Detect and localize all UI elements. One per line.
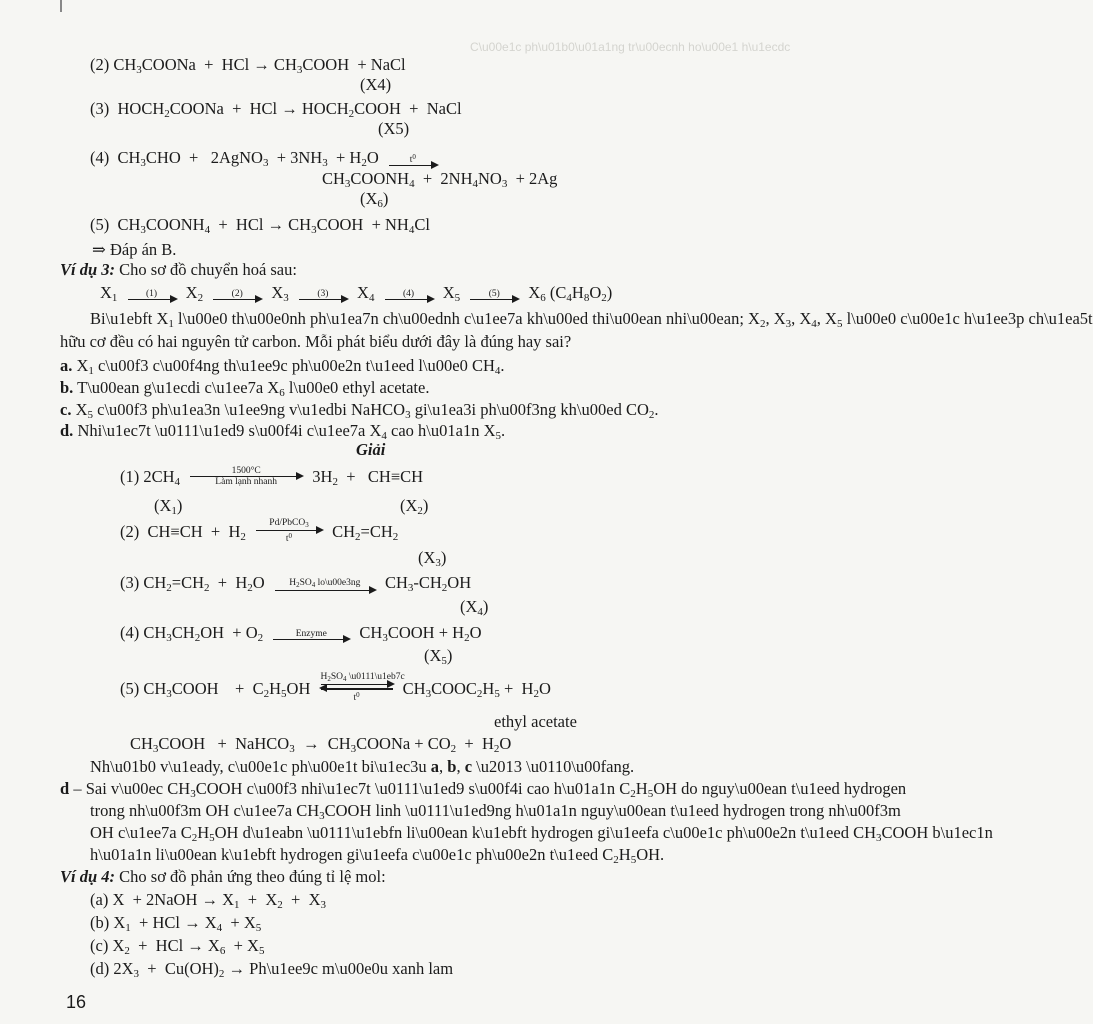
solution-step-4: (4) $CH_3CH_2OH + O_2$ Enzyme $CH_3COOH + H_2O$ [120, 623, 482, 644]
margin-rule [60, 0, 62, 12]
solution-step-3: (3) $CH_2=CH_2 + H_2O$ $H_2SO_4$ lo\u00e3ng $CH_3-CH_2OH$ [120, 573, 472, 594]
conversion-chain: $X_1$ (1) $X_2$ (2) $X_3$ (3) $X_4$ (4) $X_5$ (5) $X_6$ $(C_4H_8O_2)$ [100, 283, 613, 304]
reaction-4-line2: $CH_3COONH_4 + 2NH_4NO_3 + 2Ag$ [322, 169, 558, 190]
solution-step-2: (2) $CH\equiv CH + H_2$ Pd/PbCO$_3$ $t^0$ $CH_2=CH_2$ [120, 518, 399, 545]
solution-step-5: (5) $CH_3COOH$ + $C_2H_5OH$ $\frac{H_2SO_4 \backslash u0111\backslash u1eb7c}{t^0}$ $CH_3COOC_2H_5 + H_2O$ [120, 672, 551, 703]
label-x1: $(X_1)$ [154, 496, 183, 517]
statement-a: a. $X_1$ c\u00f3 c\u00f4ng th\u1ee9c ph\u00e2n t\u1eed l\u00e0 $CH_4$. [60, 356, 505, 377]
explanation-d-1: d – Sai v\u00ec $CH_3COOH$ c\u00f3 nhi\u1ec7t \u0111\u1ed9 s\u00f4i cao h\u01a1n $C_2H_5OH$ do nguy\u00ean t\u1eed hydrogen [60, 779, 907, 800]
equation-c: (c) $X_2$ + HCl → $X_6 + X_5$ [90, 936, 265, 957]
example-3-heading: Ví dụ 3: Cho sơ đồ chuyển hoá sau: [60, 260, 297, 279]
label-x4: (X4) [360, 75, 392, 94]
solution-step-1: (1) $2CH_4$ 1500°C Làm lạnh nhanh $3H_2 + CH\equiv CH$ [120, 465, 424, 488]
ethyl-acetate-label: ethyl acetate [494, 712, 577, 731]
reaction-3: (3) $HOCH_2COONa$ + HCl → $HOCH_2COOH$ + NaCl [90, 99, 462, 120]
statement-b: b. T\u00ean g\u1ecdi c\u1ee7a $X_6$ l\u00e0 ethyl acetate. [60, 378, 430, 399]
question-intro-1: Bi\u1ebft $X_1$ l\u00e0 th\u00e0nh ph\u1ea7n ch\u00ednh c\u1ee7a kh\u00ed thi\u00ean nhi\u00ean; $X_2$, $X_3$, $X_4$, $X_5$ l\u00e0 c\u00e1c h\u1ee3p ch\u1ea5t [90, 309, 1093, 330]
equation-a: (a) X + 2NaOH → $X_1 + X_2 + X_3$ [90, 890, 326, 911]
arrow-heat: $t^0$ [389, 152, 437, 166]
label-x4-solution: $(X_4)$ [460, 597, 489, 618]
label-x5: (X5) [378, 119, 410, 138]
question-intro-2: hữu cơ đều có hai nguyên tử carbon. Mỗi phát biểu dưới đây là đúng hay sai? [60, 332, 572, 351]
solution-heading: Giải [356, 440, 386, 459]
label-x5-solution: $(X_5)$ [424, 646, 453, 667]
reaction-4-line1: (4) $CH_3CHO$ + 2AgNO$_3$ + $3NH_3 + H_2O$ $t^0$ [90, 148, 443, 173]
label-x2: $(X_2)$ [400, 496, 429, 517]
answer-line: ⇒ Đáp án B. [92, 240, 177, 259]
explanation-d-4: h\u01a1n li\u00ean k\u1ebft hydrogen gi\u1eefa c\u00e1c ph\u00e2n t\u1eed $C_2H_5OH$. [90, 845, 665, 866]
explanation-d-2: trong nh\u00f3m OH c\u1ee7a $CH_3COOH$ linh \u0111\u1ed9ng h\u01a1n nguy\u00ean t\u1eed hydrogen trong nh\u00f3m [90, 801, 901, 822]
statement-d: d. Nhi\u1ec7t \u0111\u1ed9 s\u00f4i c\u1ee7a $X_4$ cao h\u01a1n $X_5$. [60, 421, 506, 442]
equation-b: (b) $X_1$ + HCl → $X_4 + X_5$ [90, 913, 262, 934]
reaction-2: (2) $CH_3COONa$ + HCl → $CH_3COOH$ + NaCl [90, 55, 406, 76]
show-through-text: C\u00e1c ph\u01b0\u01a1ng tr\u00ecnh ho\u00e1 h\u1ecdc [470, 40, 791, 54]
conclusion-line: Nh\u01b0 v\u1eady, c\u00e1c ph\u00e1t bi\u1ec3u a, b, c \u2013 \u0110\u00fang. [90, 757, 635, 776]
statement-c: c. $X_5$ c\u00f3 ph\u1ea3n \u1ee9ng v\u1edbi NaHCO$_3$ gi\u1ea3i ph\u00f3ng kh\u00ed $CO_2$. [60, 400, 659, 421]
solution-step-6: $CH_3COOH$ + NaHCO$_3$ → $CH_3COONa + CO_2 + H_2O$ [130, 734, 512, 755]
equation-d: (d) $2X_3 + Cu(OH)_2$ → Ph\u1ee9c m\u00e0u xanh lam [90, 959, 454, 980]
label-x6: $(X_6)$ [360, 189, 389, 210]
label-x3: $(X_3)$ [418, 548, 447, 569]
example-4-heading: Ví dụ 4: Cho sơ đồ phản ứng theo đúng tỉ lệ mol: [60, 867, 386, 886]
explanation-d-3: OH c\u1ee7a $C_2H_5OH$ d\u1eabn \u0111\u1ebfn li\u00ean k\u1ebft hydrogen gi\u1eefa c\u00e1c ph\u00e2n t\u1eed $CH_3COOH$ b\u1ec1n [90, 823, 993, 844]
reaction-5: (5) $CH_3COONH_4$ + HCl → $CH_3COOH + NH_4Cl$ [90, 215, 430, 236]
page-number: 16 [66, 992, 87, 1012]
